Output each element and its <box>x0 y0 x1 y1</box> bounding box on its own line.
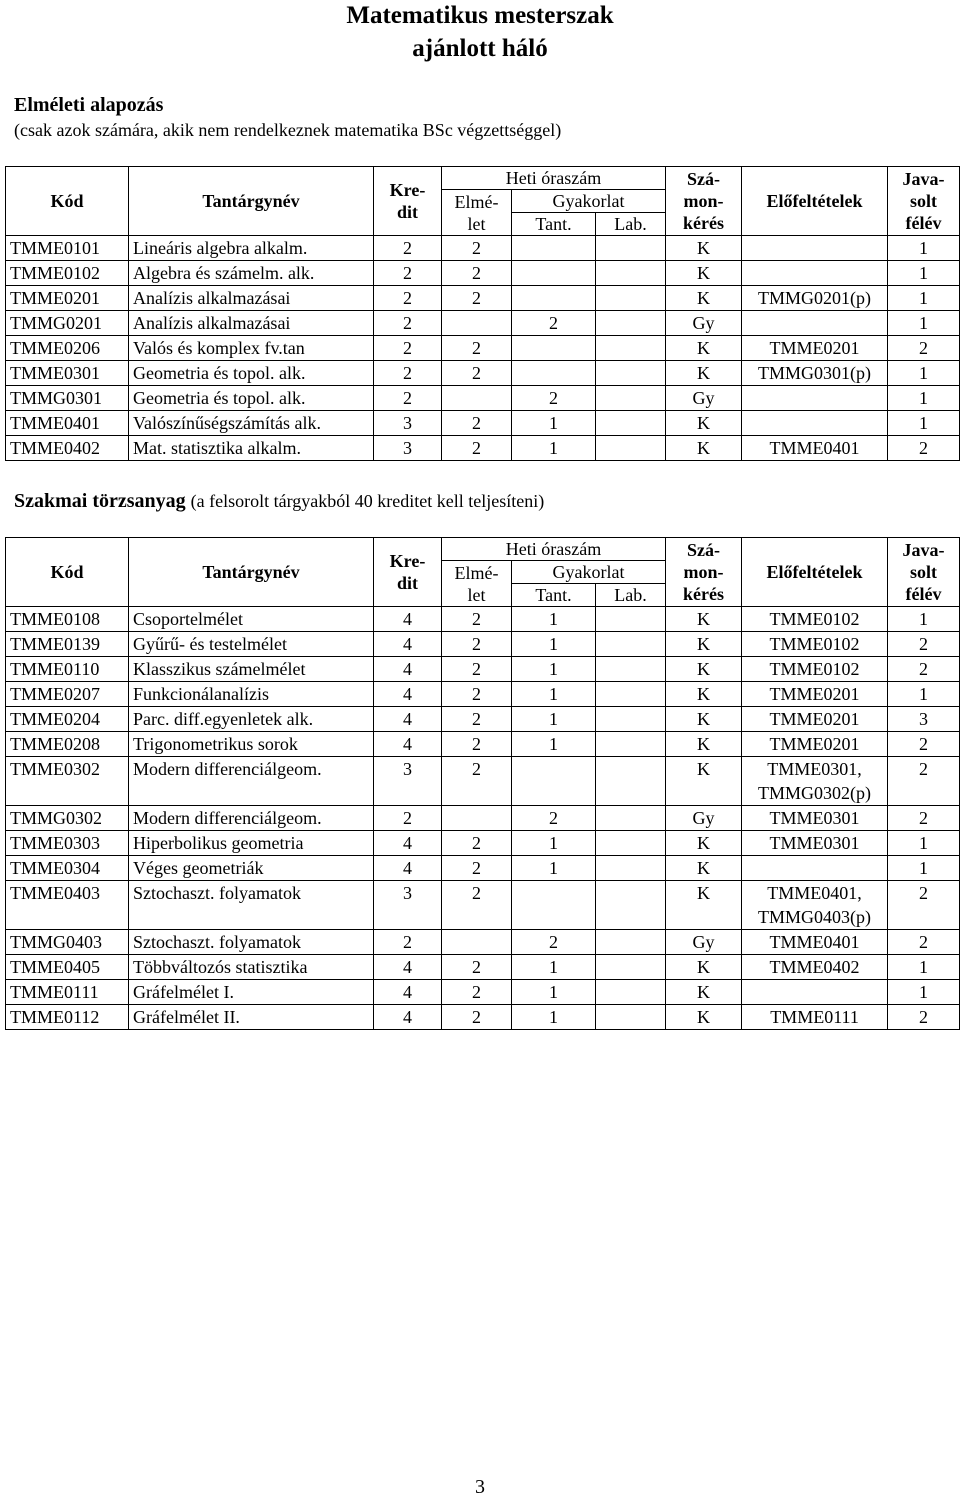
cell-lab <box>596 757 666 806</box>
cell-kod: TMME0303 <box>6 831 129 856</box>
cell-kod: TMMG0301 <box>6 386 129 411</box>
cell-elofeltetelek <box>742 881 888 930</box>
table-row <box>6 1005 960 1030</box>
header-elmelet: Elmé- let <box>442 561 512 607</box>
cell-tantargynev: Valószínűségszámítás alk. <box>129 411 374 436</box>
table-row <box>6 682 960 707</box>
table-row <box>6 831 960 856</box>
cell-elofeltetelek <box>742 311 888 336</box>
cell-tantargynev: Hiperbolikus geometria <box>129 831 374 856</box>
cell-kod: TMMG0302 <box>6 806 129 831</box>
cell-kredit: 2 <box>374 386 442 411</box>
cell-kredit: 2 <box>374 336 442 361</box>
cell-kredit: 4 <box>374 955 442 980</box>
cell-javasolt-felev: 1 <box>888 261 960 286</box>
cell-kod: TMME0402 <box>6 436 129 461</box>
cell-elmelet <box>442 311 512 336</box>
cell-kod: TMME0405 <box>6 955 129 980</box>
cell-szamonkeres: K <box>666 361 742 386</box>
document-title: Matematikus mesterszak <box>346 2 614 29</box>
cell-elmelet: 2 <box>442 1005 512 1030</box>
header-tant: Tant. <box>512 584 596 607</box>
cell-javasolt-felev: 2 <box>888 881 960 930</box>
cell-tant: 1 <box>512 657 596 682</box>
cell-kredit: 2 <box>374 286 442 311</box>
cell-elofeltetelek: TMME0401 <box>742 930 888 955</box>
cell-tant: 2 <box>512 311 596 336</box>
cell-kod: TMME0304 <box>6 856 129 881</box>
cell-lab <box>596 930 666 955</box>
cell-tant <box>512 757 596 806</box>
cell-szamonkeres: K <box>666 831 742 856</box>
cell-elofeltetelek <box>742 980 888 1005</box>
cell-kredit: 2 <box>374 361 442 386</box>
table-row <box>6 632 960 657</box>
cell-elmelet <box>442 806 512 831</box>
cell-javasolt-felev: 2 <box>888 1005 960 1030</box>
cell-tantargynev: Parc. diff.egyenletek alk. <box>129 707 374 732</box>
cell-elmelet: 2 <box>442 632 512 657</box>
cell-elmelet <box>442 930 512 955</box>
cell-elmelet: 2 <box>442 607 512 632</box>
cell-javasolt-felev: 2 <box>888 930 960 955</box>
cell-kredit: 2 <box>374 806 442 831</box>
cell-tant <box>512 261 596 286</box>
document-subtitle: ajánlott háló <box>412 35 548 62</box>
cell-tant: 1 <box>512 607 596 632</box>
cell-kredit: 4 <box>374 980 442 1005</box>
table-row <box>6 311 960 336</box>
cell-elmelet: 2 <box>442 436 512 461</box>
cell-elmelet: 2 <box>442 657 512 682</box>
header-heti-oraszam: Heti óraszám <box>442 538 666 561</box>
header-tantargynev: Tantárgynév <box>129 167 374 236</box>
cell-tant <box>512 336 596 361</box>
cell-lab <box>596 856 666 881</box>
cell-tant: 2 <box>512 386 596 411</box>
cell-kod: TMME0102 <box>6 261 129 286</box>
cell-tantargynev: Csoportelmélet <box>129 607 374 632</box>
cell-tantargynev: Algebra és számelm. alk. <box>129 261 374 286</box>
cell-szamonkeres: K <box>666 236 742 261</box>
cell-tantargynev: Analízis alkalmazásai <box>129 311 374 336</box>
cell-kod: TMMG0403 <box>6 930 129 955</box>
header-elofeltetelek: Előfeltételek <box>742 167 888 236</box>
cell-elmelet: 2 <box>442 856 512 881</box>
cell-kredit: 4 <box>374 682 442 707</box>
cell-tantargynev: Analízis alkalmazásai <box>129 286 374 311</box>
cell-szamonkeres: K <box>666 757 742 806</box>
cell-tant <box>512 286 596 311</box>
cell-kredit: 4 <box>374 831 442 856</box>
cell-javasolt-felev: 2 <box>888 732 960 757</box>
cell-elofeltetelek: TMME0402 <box>742 955 888 980</box>
cell-elmelet: 2 <box>442 980 512 1005</box>
cell-lab <box>596 955 666 980</box>
cell-kod: TMME0101 <box>6 236 129 261</box>
cell-lab <box>596 831 666 856</box>
header-szamonkeres: Szá- mon- kérés <box>666 538 742 607</box>
cell-javasolt-felev: 1 <box>888 955 960 980</box>
cell-szamonkeres: Gy <box>666 930 742 955</box>
cell-kredit: 4 <box>374 607 442 632</box>
cell-javasolt-felev: 1 <box>888 311 960 336</box>
cell-lab <box>596 657 666 682</box>
cell-szamonkeres: K <box>666 856 742 881</box>
cell-elofeltetelek: TMME0301 <box>742 831 888 856</box>
table-row <box>6 386 960 411</box>
cell-szamonkeres: K <box>666 261 742 286</box>
cell-tantargynev: Funkcionálanalízis <box>129 682 374 707</box>
cell-tantargynev: Többváltozós statisztika <box>129 955 374 980</box>
cell-kredit: 3 <box>374 436 442 461</box>
cell-tant: 1 <box>512 1005 596 1030</box>
cell-tantargynev: Valós és komplex fv.tan <box>129 336 374 361</box>
cell-elofeltetelek <box>742 757 888 806</box>
cell-lab <box>596 336 666 361</box>
cell-kod: TMME0139 <box>6 632 129 657</box>
cell-javasolt-felev: 1 <box>888 831 960 856</box>
cell-tantargynev: Lineáris algebra alkalm. <box>129 236 374 261</box>
cell-szamonkeres: K <box>666 682 742 707</box>
cell-javasolt-felev: 1 <box>888 980 960 1005</box>
header-gyakorlat: Gyakorlat <box>512 561 666 584</box>
cell-kredit: 2 <box>374 261 442 286</box>
section1-heading: Elméleti alapozás <box>14 94 164 116</box>
table-szakmai-torzsanyag <box>5 537 960 1030</box>
cell-elmelet: 2 <box>442 336 512 361</box>
elofeltetel-line-1: TMME0401, <box>767 883 862 903</box>
cell-kredit: 4 <box>374 856 442 881</box>
cell-tantargynev: Sztochaszt. folyamatok <box>129 930 374 955</box>
cell-lab <box>596 286 666 311</box>
cell-elofeltetelek: TMME0201 <box>742 682 888 707</box>
cell-tant: 1 <box>512 632 596 657</box>
table1-body <box>6 236 960 461</box>
table-row <box>6 856 960 881</box>
table-row <box>6 930 960 955</box>
cell-szamonkeres: K <box>666 707 742 732</box>
cell-elofeltetelek: TMME0102 <box>742 657 888 682</box>
cell-elofeltetelek <box>742 856 888 881</box>
table-row <box>6 707 960 732</box>
header-elofeltetelek: Előfeltételek <box>742 538 888 607</box>
header-elmelet: Elmé- let <box>442 190 512 236</box>
cell-elofeltetelek <box>742 261 888 286</box>
cell-lab <box>596 806 666 831</box>
cell-javasolt-felev: 2 <box>888 632 960 657</box>
cell-elmelet: 2 <box>442 831 512 856</box>
cell-elmelet: 2 <box>442 361 512 386</box>
cell-tantargynev: Modern differenciálgeom. <box>129 757 374 806</box>
table2-header <box>6 538 960 607</box>
cell-kod: TMME0401 <box>6 411 129 436</box>
header-tantargynev: Tantárgynév <box>129 538 374 607</box>
cell-javasolt-felev: 1 <box>888 286 960 311</box>
table-row <box>6 607 960 632</box>
cell-kod: TMME0108 <box>6 607 129 632</box>
cell-tantargynev: Véges geometriák <box>129 856 374 881</box>
section2-subheading: (a felsorolt tárgyakból 40 kreditet kell teljesíteni) <box>190 491 545 511</box>
cell-szamonkeres: K <box>666 732 742 757</box>
header-szamonkeres: Szá- mon- kérés <box>666 167 742 236</box>
cell-kod: TMME0206 <box>6 336 129 361</box>
header-kod: Kód <box>6 167 129 236</box>
cell-kredit: 4 <box>374 707 442 732</box>
cell-javasolt-felev: 1 <box>888 682 960 707</box>
table1-header <box>6 167 960 236</box>
table2-body <box>6 607 960 1030</box>
cell-elmelet: 2 <box>442 881 512 930</box>
table-row <box>6 955 960 980</box>
cell-elmelet <box>442 386 512 411</box>
cell-kod: TMME0111 <box>6 980 129 1005</box>
cell-elmelet: 2 <box>442 682 512 707</box>
cell-javasolt-felev: 1 <box>888 411 960 436</box>
cell-tantargynev: Gráfelmélet I. <box>129 980 374 1005</box>
cell-kredit: 4 <box>374 657 442 682</box>
section2-heading: Szakmai törzsanyag (a felsorolt tárgyakból 40 kreditet kell teljesíteni) <box>14 490 545 512</box>
cell-kod: TMME0112 <box>6 1005 129 1030</box>
cell-tantargynev: Gráfelmélet II. <box>129 1005 374 1030</box>
cell-tant: 1 <box>512 411 596 436</box>
cell-kod: TMME0201 <box>6 286 129 311</box>
cell-javasolt-felev: 2 <box>888 757 960 806</box>
table-row <box>6 361 960 386</box>
cell-szamonkeres: Gy <box>666 311 742 336</box>
header-tant: Tant. <box>512 213 596 236</box>
header-kredit: Kre- dit <box>374 538 442 607</box>
cell-kod: TMME0204 <box>6 707 129 732</box>
cell-tant <box>512 361 596 386</box>
cell-tantargynev: Gyűrű- és testelmélet <box>129 632 374 657</box>
table-row <box>6 757 960 806</box>
cell-kredit: 3 <box>374 411 442 436</box>
header-lab: Lab. <box>596 584 666 607</box>
cell-elofeltetelek: TMMG0301(p) <box>742 361 888 386</box>
cell-szamonkeres: K <box>666 955 742 980</box>
cell-javasolt-felev: 2 <box>888 336 960 361</box>
table-row <box>6 980 960 1005</box>
cell-javasolt-felev: 2 <box>888 436 960 461</box>
cell-tant: 1 <box>512 732 596 757</box>
cell-lab <box>596 361 666 386</box>
cell-javasolt-felev: 2 <box>888 657 960 682</box>
cell-lab <box>596 261 666 286</box>
cell-kredit: 2 <box>374 930 442 955</box>
table-row <box>6 286 960 311</box>
cell-javasolt-felev: 3 <box>888 707 960 732</box>
cell-elmelet: 2 <box>442 757 512 806</box>
cell-tantargynev: Geometria és topol. alk. <box>129 361 374 386</box>
table-row <box>6 732 960 757</box>
cell-javasolt-felev: 1 <box>888 236 960 261</box>
elofeltetel-line-1: TMME0301, <box>767 759 862 779</box>
cell-elmelet: 2 <box>442 286 512 311</box>
cell-szamonkeres: K <box>666 411 742 436</box>
cell-elmelet: 2 <box>442 411 512 436</box>
cell-lab <box>596 436 666 461</box>
cell-lab <box>596 682 666 707</box>
cell-lab <box>596 607 666 632</box>
cell-tant <box>512 236 596 261</box>
cell-szamonkeres: K <box>666 1005 742 1030</box>
cell-tantargynev: Sztochaszt. folyamatok <box>129 881 374 930</box>
header-gyakorlat: Gyakorlat <box>512 190 666 213</box>
cell-lab <box>596 732 666 757</box>
cell-elmelet: 2 <box>442 261 512 286</box>
cell-lab <box>596 1005 666 1030</box>
cell-szamonkeres: Gy <box>666 806 742 831</box>
header-kredit: Kre- dit <box>374 167 442 236</box>
table-row <box>6 336 960 361</box>
header-heti-oraszam: Heti óraszám <box>442 167 666 190</box>
cell-lab <box>596 980 666 1005</box>
cell-szamonkeres: K <box>666 436 742 461</box>
table-row <box>6 881 960 930</box>
cell-kredit: 4 <box>374 632 442 657</box>
cell-kod: TMME0302 <box>6 757 129 806</box>
header-kod: Kód <box>6 538 129 607</box>
table-elmeleti-alapozas <box>5 166 960 461</box>
elofeltetel-line-2: TMMG0302(p) <box>758 783 872 803</box>
cell-tant: 1 <box>512 980 596 1005</box>
cell-elofeltetelek <box>742 236 888 261</box>
cell-tant: 2 <box>512 930 596 955</box>
cell-elofeltetelek: TMME0301 <box>742 806 888 831</box>
cell-kod: TMME0208 <box>6 732 129 757</box>
cell-kredit: 2 <box>374 236 442 261</box>
cell-tant: 1 <box>512 707 596 732</box>
cell-szamonkeres: Gy <box>666 386 742 411</box>
cell-kredit: 4 <box>374 1005 442 1030</box>
cell-tantargynev: Klasszikus számelmélet <box>129 657 374 682</box>
cell-lab <box>596 311 666 336</box>
cell-javasolt-felev: 2 <box>888 806 960 831</box>
cell-lab <box>596 386 666 411</box>
cell-szamonkeres: K <box>666 286 742 311</box>
cell-szamonkeres: K <box>666 657 742 682</box>
cell-kredit: 2 <box>374 311 442 336</box>
cell-kredit: 3 <box>374 881 442 930</box>
cell-elmelet: 2 <box>442 955 512 980</box>
cell-tant <box>512 881 596 930</box>
cell-lab <box>596 632 666 657</box>
section1-subheading: (csak azok számára, akik nem rendelkeznek matematika BSc végzettséggel) <box>14 120 562 140</box>
cell-elofeltetelek: TMMG0201(p) <box>742 286 888 311</box>
cell-tant: 1 <box>512 856 596 881</box>
cell-kod: TMME0110 <box>6 657 129 682</box>
cell-szamonkeres: K <box>666 607 742 632</box>
cell-kod: TMME0403 <box>6 881 129 930</box>
cell-tantargynev: Mat. statisztika alkalm. <box>129 436 374 461</box>
cell-kod: TMME0207 <box>6 682 129 707</box>
table-row <box>6 261 960 286</box>
cell-kod: TMME0301 <box>6 361 129 386</box>
cell-tant: 1 <box>512 436 596 461</box>
cell-javasolt-felev: 1 <box>888 386 960 411</box>
cell-szamonkeres: K <box>666 632 742 657</box>
cell-elofeltetelek: TMME0201 <box>742 707 888 732</box>
cell-elmelet: 2 <box>442 732 512 757</box>
header-javasolt-felev: Java- solt félév <box>888 167 960 236</box>
cell-elofeltetelek <box>742 386 888 411</box>
cell-tantargynev: Modern differenciálgeom. <box>129 806 374 831</box>
cell-elmelet: 2 <box>442 707 512 732</box>
cell-elofeltetelek: TMME0201 <box>742 336 888 361</box>
cell-lab <box>596 411 666 436</box>
cell-lab <box>596 236 666 261</box>
cell-tant: 1 <box>512 682 596 707</box>
cell-tantargynev: Trigonometrikus sorok <box>129 732 374 757</box>
table-row <box>6 236 960 261</box>
cell-elofeltetelek: TMME0102 <box>742 607 888 632</box>
cell-elmelet: 2 <box>442 236 512 261</box>
cell-elofeltetelek: TMME0111 <box>742 1005 888 1030</box>
cell-javasolt-felev: 1 <box>888 607 960 632</box>
cell-kredit: 3 <box>374 757 442 806</box>
table-row <box>6 657 960 682</box>
table-row <box>6 436 960 461</box>
cell-kod: TMMG0201 <box>6 311 129 336</box>
cell-elofeltetelek: TMME0102 <box>742 632 888 657</box>
cell-szamonkeres: K <box>666 881 742 930</box>
header-lab: Lab. <box>596 213 666 236</box>
cell-lab <box>596 881 666 930</box>
table-row <box>6 411 960 436</box>
cell-kredit: 4 <box>374 732 442 757</box>
cell-szamonkeres: K <box>666 336 742 361</box>
table-row <box>6 806 960 831</box>
cell-tant: 2 <box>512 806 596 831</box>
cell-tantargynev: Geometria és topol. alk. <box>129 386 374 411</box>
cell-tant: 1 <box>512 831 596 856</box>
header-javasolt-felev: Java- solt félév <box>888 538 960 607</box>
cell-javasolt-felev: 1 <box>888 361 960 386</box>
cell-elofeltetelek: TMME0201 <box>742 732 888 757</box>
cell-tant: 1 <box>512 955 596 980</box>
cell-lab <box>596 707 666 732</box>
cell-szamonkeres: K <box>666 980 742 1005</box>
cell-javasolt-felev: 1 <box>888 856 960 881</box>
cell-elofeltetelek <box>742 411 888 436</box>
page-number: 3 <box>475 1476 485 1498</box>
elofeltetel-line-2: TMMG0403(p) <box>758 907 872 927</box>
cell-elofeltetelek: TMME0401 <box>742 436 888 461</box>
